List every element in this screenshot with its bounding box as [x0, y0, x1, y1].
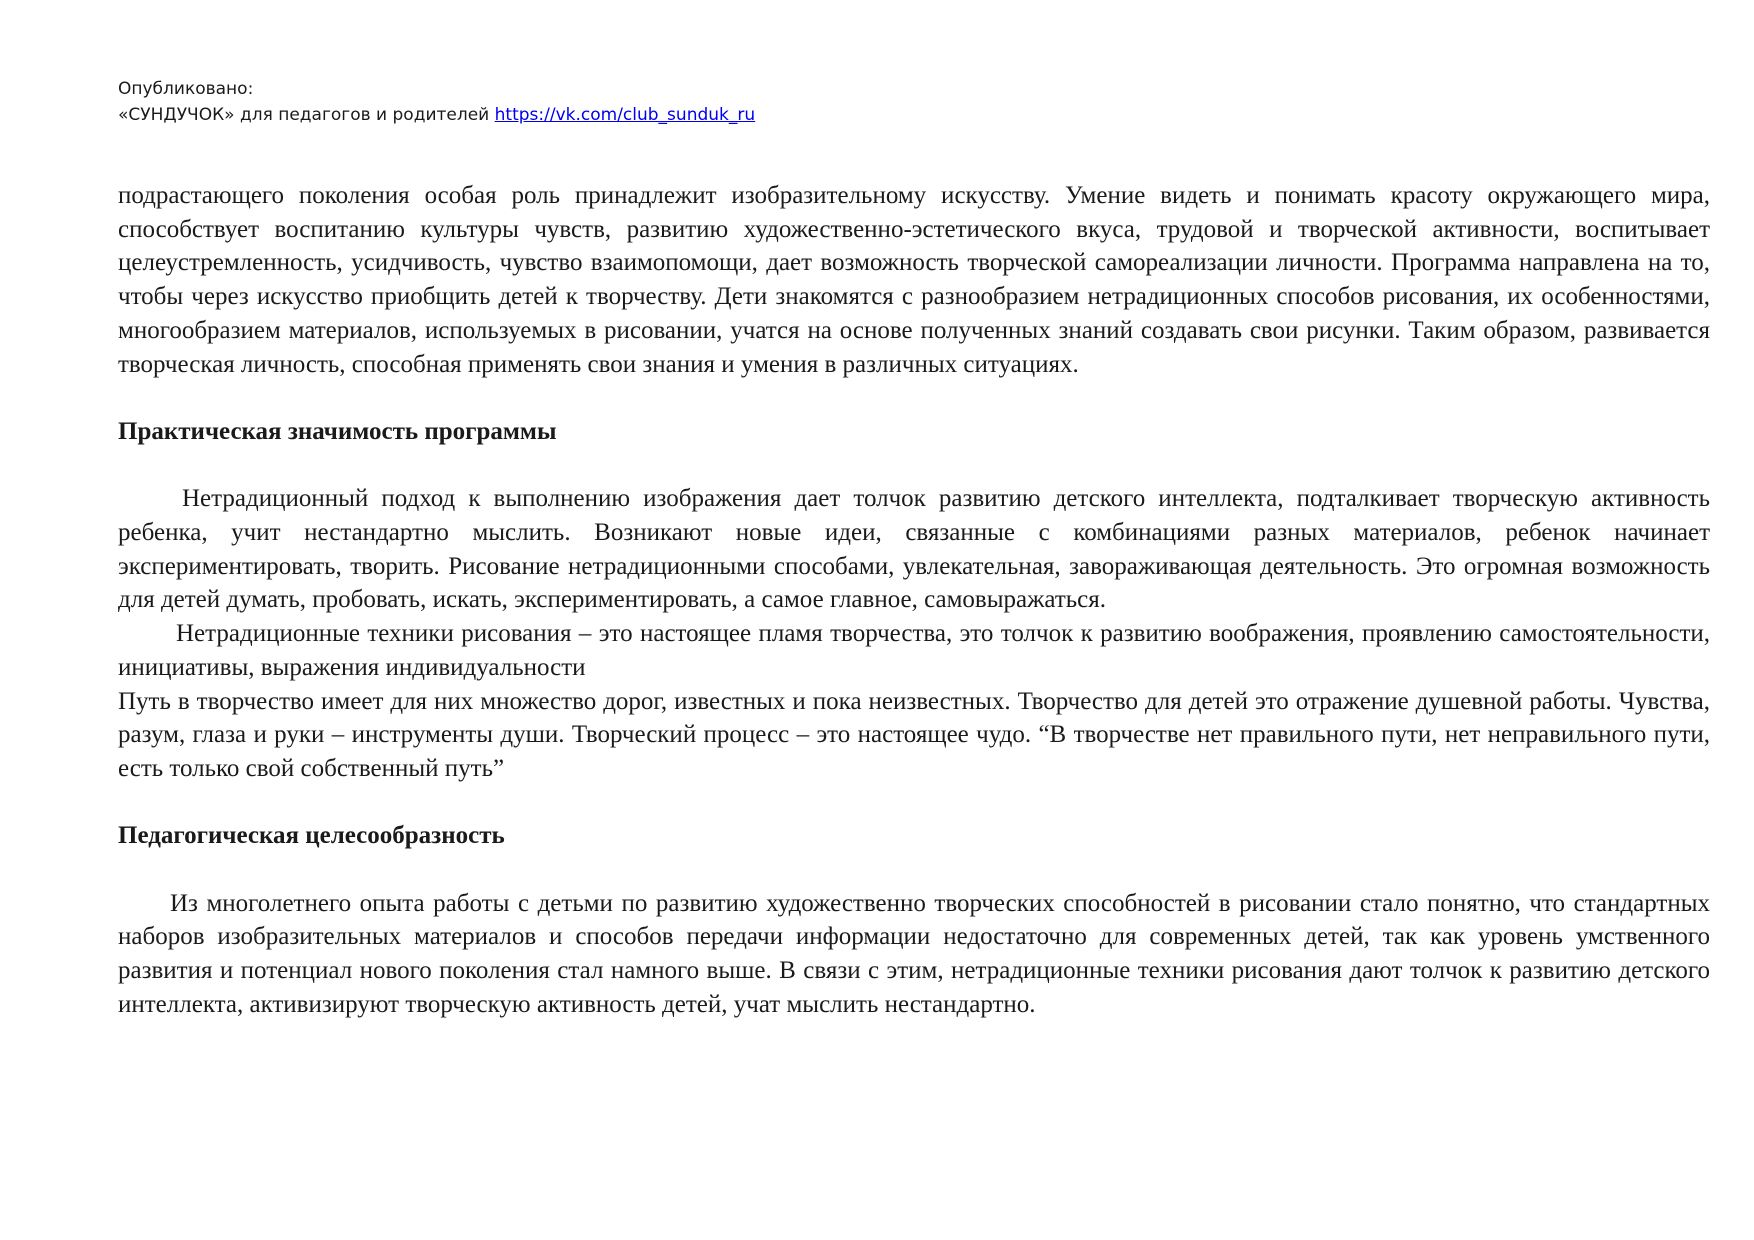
- source-text: «СУНДУЧОК» для педагогов и родителей: [118, 105, 495, 125]
- document-body: [118, 179, 1710, 1022]
- publication-header: [118, 76, 755, 128]
- practical-paragraph-1: Нетрадиционный подход к выполнению изображения дает толчок развитию детского интеллекта, подталкивает творческую активность ребенка, учит нестандартно мыслить. Возникают новые идеи, связанные с комбинациями разных материалов, ребенок начинает экспериментировать, творить. Рисование нетрадиционными способами, увлекательная, завораживающая деятельность. Это огромная возможность для детей думать, пробовать, искать, экспериментировать, а самое главное, самовыражаться.: [118, 485, 1710, 614]
- source-link[interactable]: https://vk.com/club_sunduk_ru: [494, 105, 756, 125]
- section-heading-pedagogical-expediency: Педагогическая целесообразность: [118, 822, 505, 850]
- practical-paragraph-2: Нетрадиционные техники рисования – это настоящее пламя творчества, это толчок к развитию воображения, проявлению самостоятельности, инициативы, выражения индивидуальности: [118, 620, 1710, 681]
- published-label: Опубликовано:: [118, 79, 254, 99]
- pedagogical-paragraph-1: Из многолетнего опыта работы с детьми по развитию художественно творческих способностей в рисовании стало понятно, что стандартных наборов изобразительных материалов и способов передачи информации недостаточно для современных детей, так как уровень умственного развития и потенциал нового поколения стал намного выше. В связи с этим, нетрадиционные техники рисования дают толчок к развитию детского интеллекта, активизируют творческую активность детей, учат мыслить нестандартно.: [118, 889, 1710, 1018]
- intro-paragraph: подрастающего поколения особая роль принадлежит изобразительному искусству. Умение видеть и понимать красоту окружающего мира, способствует воспитанию культуры чувств, развитию художественно-эстетического вкуса, трудовой и творческой активности, воспитывает целеустремленность, усидчивость, чувство взаимопомощи, дает возможность творческой самореализации личности. Программа направлена на то, чтобы через искусство приобщить детей к творчеству. Дети знакомятся с разнообразием нетрадиционных способов рисования, их особенностями, многообразием материалов, используемых в рисовании, учатся на основе полученных знаний создавать свои рисунки. Таким образом, развивается творческая личность, способная применять свои знания и умения в различных ситуациях.: [118, 182, 1710, 378]
- practical-paragraph-3: Путь в творчество имеет для них множество дорог, известных и пока неизвестных. Творчество для детей это отражение душевной работы. Чувства, разум, глаза и руки – инструменты души. Творческий процесс – это настоящее чудо. “В творчестве нет правильного пути, нет неправильного пути, есть только свой собственный путь”: [118, 687, 1710, 782]
- publication-source: [118, 102, 755, 128]
- section-heading-practical-significance: Практическая значимость программы: [118, 417, 557, 445]
